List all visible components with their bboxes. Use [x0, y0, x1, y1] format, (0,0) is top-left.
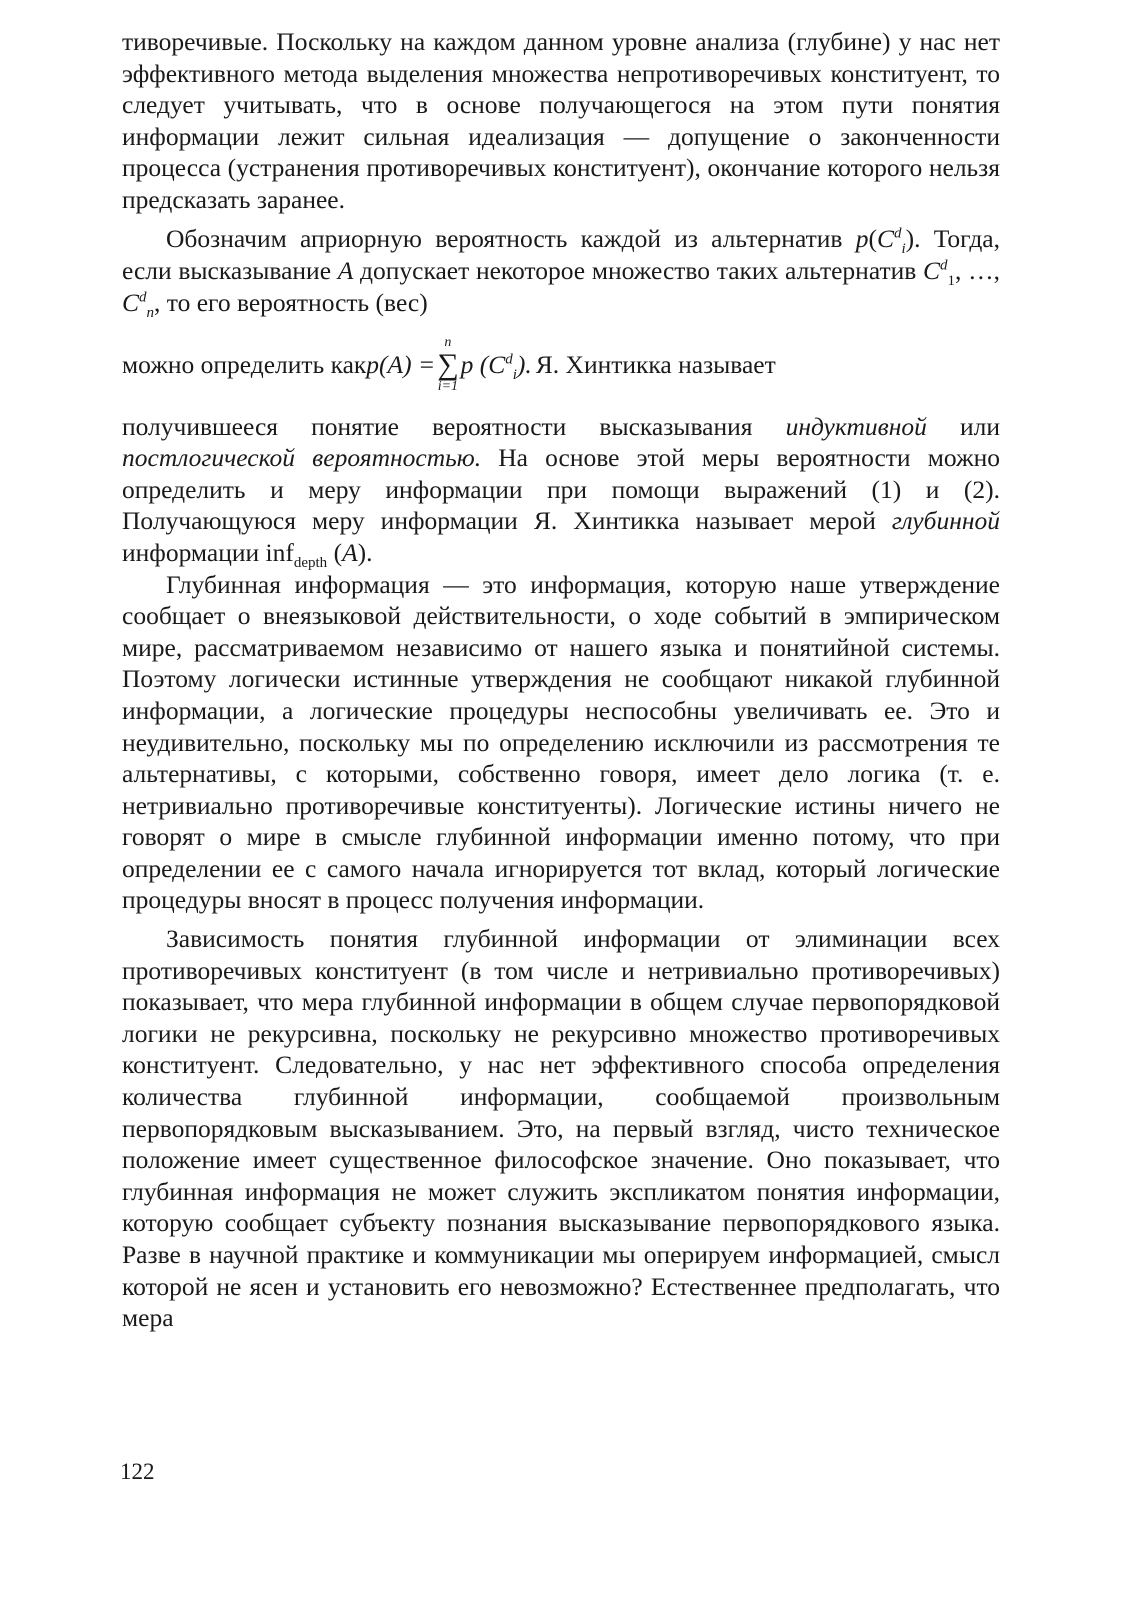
paragraph-probability-text: Обозначим априорную вероятность каждой из альтернатив $p(C^d_i)$. Тогда, если высказывание A допускает некоторое множество таких альтернатив $C^d_1$, …, $C^d_n$, то его вероятность (вес): [122, 223, 1001, 321]
text-segment: информации inf: [122, 537, 294, 567]
math-c1: C: [923, 255, 941, 285]
math-a: A: [337, 255, 354, 285]
math-c: C: [876, 223, 894, 253]
formula-line: [122, 319, 1000, 411]
sum-lower-limit: i=1: [437, 378, 459, 394]
text-segment: можно определить как: [122, 349, 367, 379]
sum-upper-limit: n: [444, 334, 452, 350]
math-p: p: [855, 223, 869, 253]
term-inductive: индуктивной: [785, 411, 927, 441]
text-segment: Я. Хинтикка называет: [535, 349, 776, 379]
formula-right-b: ).: [516, 349, 532, 379]
math-sub-i: i: [901, 240, 906, 257]
paragraph-depth-information: Глубинная информация — это информация, которую наше утверждение сообщает о внеязыковой действительности, о ходе событий в эмпирическом мире, рассматриваемом независимо от нашего языка и понятийной системы. Поэтому логически истинные утверждения не сообщают никакой глубинной информации, а логические процедуры неспособны увеличивать ее. Это и неудивительно, поскольку мы по определению исключили из рассмотрения те альтернативы, с которыми, собственно говоря, имеет дело логика (т. е. нетривиально противоречивые конституенты). Логические истины ничего не говорят о мире в смысле глубинной информации именно потому, что при определении ее с самого начала игнорируется тот вклад, который логические процедуры вносят в процесс получения информации.: [122, 569, 1000, 915]
math-cn: C: [122, 287, 140, 317]
text-segment: . Тогда, если высказывание: [122, 223, 1001, 285]
paragraph-probability: [122, 223, 1001, 572]
text-segment: ).: [357, 537, 373, 567]
text-segment: (: [327, 537, 343, 567]
page-body: [122, 26, 1000, 1334]
text-segment: На основе этой меры вероятности можно определить и меру информации при помощи выражений (1) и (2). Получающуюся меру информации Я. Хинтикка называет мерой: [122, 443, 1000, 536]
term-postlogical: постлогической вероятностью.: [122, 443, 482, 473]
term-depth: глубинной: [891, 506, 1000, 536]
formula-right-a: p (C: [460, 349, 506, 379]
summation: [437, 336, 458, 394]
sum-symbol: ∑: [437, 347, 459, 381]
page-number: 122: [120, 1459, 155, 1484]
text-segment: , то его вероятность (вес): [154, 287, 428, 317]
text-segment: получившееся понятие вероятности высказывания: [122, 411, 786, 441]
text-segment: Обозначим априорную вероятность каждой из альтернатив: [166, 223, 856, 253]
text-segment: допускает некоторое множество таких альтернатив: [353, 255, 924, 285]
paragraph-dependence: Зависимость понятия глубинной информации от элиминации всех противоречивых конституент (в том числе и нетривиально противоречивых) показывает, что мера глубинной информации в общем случае первопорядковой логики не рекурсивна, поскольку не рекурсивно множество противоречивых конституент. Следовательно, у нас нет эффективного способа определения количества глубинной информации, сообщаемой произвольным первопорядковым высказыванием. Это, на первый взгляд, чисто техническое положение имеет существенное философское значение. Оно показывает, что глубинная информация не может служить экспликатом понятия информации, которую сообщает субъекту познания высказывание первопорядкового языка. Разве в научной практике и коммуникации мы оперируем информацией, смысл которой не ясен и установить его невозможно? Естественнее предполагать, что мера: [122, 924, 1000, 1333]
math-sub-n: n: [146, 304, 155, 321]
math-sub-i: i: [512, 366, 517, 383]
math-sub-depth: depth: [293, 555, 328, 572]
paragraph-continuation: тиворечивые. Поскольку на каждом данном уровне анализа (глубине) у нас нет эффективного метода выделения множества непротиворечивых конституент, то следует учитывать, что в основе получающегося на этом пути понятия информации лежит сильная идеализация — допущение о законченности процесса (устранения противоречивых конституент), окончание которого нельзя предсказать заранее.: [122, 27, 1000, 214]
formula-left: p(A) =: [366, 349, 436, 379]
math-sup-d: d: [940, 257, 948, 274]
paragraph-probability-continued: [122, 411, 1000, 572]
text-segment: или: [926, 411, 1000, 441]
math-sup-d: d: [893, 225, 902, 242]
math-a: A: [342, 537, 358, 567]
formula-right: [460, 349, 532, 383]
text-dots: , …,: [955, 255, 1001, 285]
math-sup-d: d: [139, 289, 147, 306]
math-sub-1: 1: [947, 272, 956, 289]
math-sup-d: d: [505, 351, 513, 368]
